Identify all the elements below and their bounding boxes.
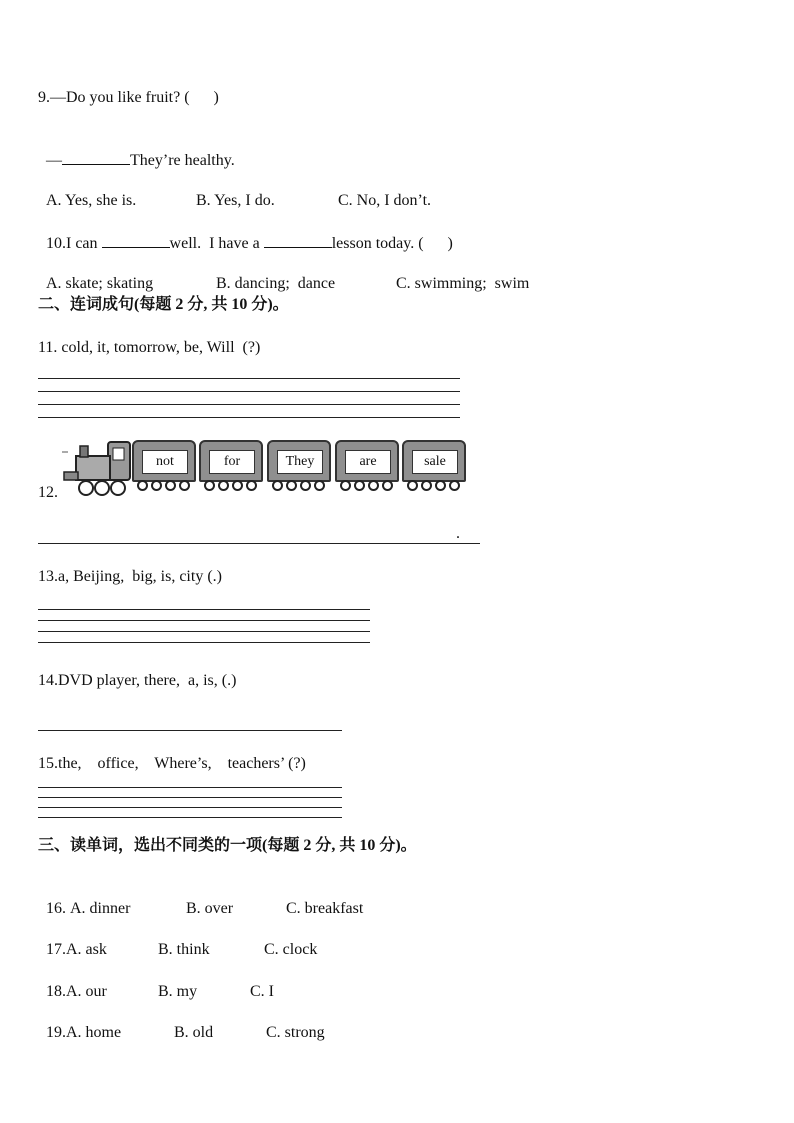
q10-option-c[interactable]: C. swimming; swim xyxy=(396,275,530,292)
q10-option-b[interactable]: B. dancing; dance xyxy=(216,275,336,292)
q18-option-a[interactable]: A. our xyxy=(66,983,107,1000)
q13-prompt: 13.a, Beijing, big, is, city (.) xyxy=(38,568,222,585)
q17-option-a[interactable]: A. ask xyxy=(66,941,107,958)
q9-option-a[interactable]: A. Yes, she is. xyxy=(46,192,137,209)
q9-options xyxy=(38,171,431,211)
section2-title: 二、连词成句(每题 2 分, 共 10 分)。 xyxy=(38,296,289,313)
wheel-icon xyxy=(354,480,365,491)
q9-question: 9.—Do you like fruit? ( ) xyxy=(38,89,219,106)
wheel-icon xyxy=(286,480,297,491)
q10-part1: 10.I can xyxy=(46,235,102,252)
q16-option-a[interactable]: A. dinner xyxy=(70,900,131,917)
wheel-icon xyxy=(300,480,311,491)
q19 xyxy=(38,1003,325,1043)
q17-option-b[interactable]: B. think xyxy=(158,941,210,958)
q9-option-b[interactable]: B. Yes, I do. xyxy=(196,192,275,209)
wheel-icon xyxy=(368,480,379,491)
wheel-icon xyxy=(449,480,460,491)
train-car-4 xyxy=(335,440,399,482)
wheel-icon xyxy=(272,480,283,491)
q10-option-a[interactable]: A. skate; skating xyxy=(46,275,154,292)
train-car-word: They xyxy=(277,450,323,474)
wheel-icon xyxy=(314,480,325,491)
q17 xyxy=(38,920,317,960)
wheel-icon xyxy=(218,480,229,491)
q18-option-b[interactable]: B. my xyxy=(158,983,198,1000)
q10-question xyxy=(38,213,453,254)
q17-number: 17. xyxy=(46,941,66,958)
train-car-word: not xyxy=(142,450,188,474)
q12-number: 12. xyxy=(38,484,58,501)
wheel-icon xyxy=(340,480,351,491)
train-car-1 xyxy=(132,440,196,482)
wheel-icon xyxy=(246,480,257,491)
q10-part2: well. I have a xyxy=(169,235,264,252)
q16-number: 16. xyxy=(46,900,66,917)
wheel-icon xyxy=(407,480,418,491)
wheel-icon xyxy=(165,480,176,491)
q19-option-c[interactable]: C. strong xyxy=(266,1024,325,1041)
q18-number: 18. xyxy=(46,983,66,1000)
locomotive-icon xyxy=(62,440,134,498)
wheel-icon xyxy=(232,480,243,491)
wheel-icon xyxy=(179,480,190,491)
wheel-icon xyxy=(151,480,162,491)
train-car-word: for xyxy=(209,450,255,474)
train-car-2 xyxy=(199,440,263,482)
q18-option-c[interactable]: C. I xyxy=(250,983,274,1000)
q9-answer-prefix: — xyxy=(46,152,62,169)
train-car-5 xyxy=(402,440,466,482)
q16-option-b[interactable]: B. over xyxy=(186,900,234,917)
q9-answer-suffix: They’re healthy. xyxy=(130,152,235,169)
wheel-icon xyxy=(137,480,148,491)
q17-option-c[interactable]: C. clock xyxy=(264,941,318,958)
q10-options xyxy=(38,254,529,294)
q19-number: 19. xyxy=(46,1024,66,1041)
section3-title: 三、读单词，选出不同类的一项(每题 2 分, 共 10 分)。 xyxy=(38,837,417,854)
wheel-icon xyxy=(421,480,432,491)
q19-option-a[interactable]: A. home xyxy=(66,1024,122,1041)
q9-answer xyxy=(38,130,235,171)
q10-blank-1[interactable] xyxy=(102,233,170,248)
q16 xyxy=(38,879,363,919)
wheel-icon xyxy=(204,480,215,491)
q10-part3: lesson today. ( ) xyxy=(331,235,453,252)
q9-option-c[interactable]: C. No, I don’t. xyxy=(338,192,432,209)
wheel-icon xyxy=(435,480,446,491)
q11-prompt: 11. cold, it, tomorrow, be, Will (?) xyxy=(38,339,261,356)
train-car-word: sale xyxy=(412,450,458,474)
q9-blank[interactable] xyxy=(62,150,130,165)
wheel-icon xyxy=(382,480,393,491)
train-car-word: are xyxy=(345,450,391,474)
q12-period: . xyxy=(456,525,460,542)
q19-option-b[interactable]: B. old xyxy=(174,1024,214,1041)
q16-option-c[interactable]: C. breakfast xyxy=(286,900,364,917)
word-train xyxy=(62,440,472,500)
q15-prompt: 15.the, office, Where’s, teachers’ (?) xyxy=(38,755,306,772)
q10-blank-2[interactable] xyxy=(264,233,332,248)
train-car-3 xyxy=(267,440,331,482)
q18 xyxy=(38,962,274,1002)
q14-prompt: 14.DVD player, there, a, is, (.) xyxy=(38,672,237,689)
